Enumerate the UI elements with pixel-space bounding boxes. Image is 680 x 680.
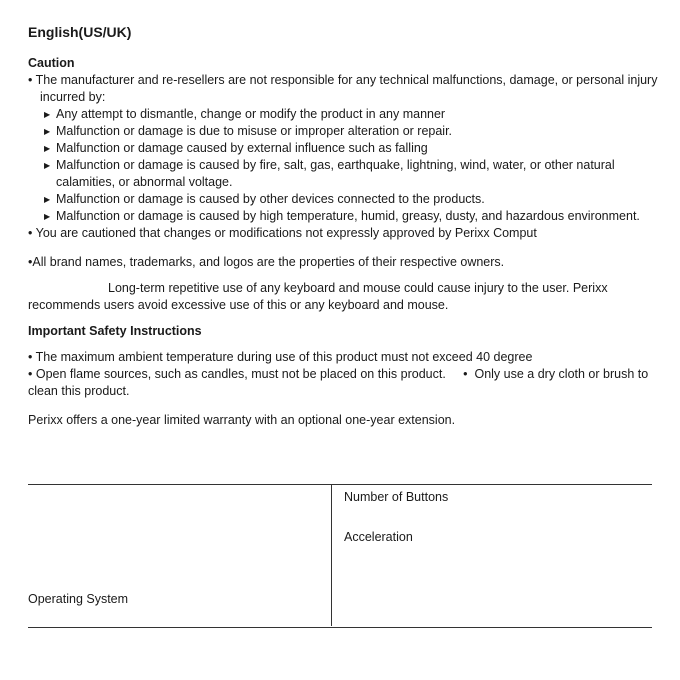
caution-item-text: Malfunction or damage is caused by fire, salt, gas, earthquake, lightning, wind, water, or other natural calamities, or abnormal voltage. bbox=[56, 158, 615, 189]
caution-title: Caution bbox=[28, 56, 75, 70]
language-heading: English(US/UK) bbox=[28, 24, 132, 40]
spec-acceleration-label: Acceleration bbox=[344, 530, 413, 544]
triangle-bullet-icon: ▶ bbox=[44, 212, 51, 221]
safety-line-temperature: • The maximum ambient temperature during use of this product must not exceed 40 degree bbox=[28, 350, 533, 364]
caution-item bbox=[44, 208, 658, 225]
caution-item-text: Malfunction or damage is caused by other devices connected to the products. bbox=[56, 192, 485, 206]
caution-intro: • The manufacturer and re-resellers are not responsible for any technical malfunctions, damage, or personal injury incurred by: bbox=[28, 73, 658, 104]
caution-item bbox=[44, 191, 658, 208]
modification-note-text: You are cautioned that changes or modifications not expressly approved by Perixx Comput bbox=[35, 226, 537, 240]
safety-line-flame: • Open flame sources, such as candles, must not be placed on this product. • Only use a dry cloth or brush to clean this product. bbox=[28, 367, 652, 398]
triangle-bullet-icon: ▶ bbox=[44, 144, 51, 153]
spec-table bbox=[28, 484, 652, 628]
caution-item-text: Malfunction or damage caused by external influence such as falling bbox=[56, 141, 428, 155]
triangle-bullet-icon: ▶ bbox=[44, 161, 51, 170]
caution-item bbox=[44, 140, 658, 157]
trademark-note: •All brand names, trademarks, and logos are the properties of their respective owners. bbox=[28, 255, 505, 269]
modification-note: • You are cautioned that changes or modifications not expressly approved by Perixx Comput bbox=[28, 226, 537, 240]
caution-item bbox=[44, 123, 658, 140]
caution-intro-text: The manufacturer and re-resellers are not responsible for any technical malfunctions, damage, or personal injury incurred by: bbox=[35, 73, 658, 104]
caution-item-text: Any attempt to dismantle, change or modify the product in any manner bbox=[56, 107, 446, 121]
safety-title: Important Safety Instructions bbox=[28, 324, 202, 338]
caution-item-text: Malfunction or damage is caused by high temperature, humid, greasy, dusty, and hazardous environment. bbox=[56, 209, 640, 223]
triangle-bullet-icon: ▶ bbox=[44, 127, 51, 136]
caution-item bbox=[44, 157, 658, 191]
manual-page bbox=[28, 24, 658, 429]
table-divider bbox=[331, 485, 332, 626]
triangle-bullet-icon: ▶ bbox=[44, 110, 51, 119]
triangle-bullet-icon: ▶ bbox=[44, 195, 51, 204]
caution-item bbox=[44, 106, 658, 123]
caution-item-text: Malfunction or damage is due to misuse or improper alteration or repair. bbox=[56, 124, 453, 138]
spec-number-of-buttons-label: Number of Buttons bbox=[344, 490, 449, 504]
caution-list bbox=[28, 106, 658, 225]
spec-operating-system-label: Operating System bbox=[28, 592, 129, 606]
warranty-note: Perixx offers a one-year limited warranty with an optional one-year extension. bbox=[28, 413, 456, 427]
repetitive-use-warning: Long-term repetitive use of any keyboard and mouse could cause injury to the user. Perixx recommends users avoid excessive use of this or any keyboard and mouse. bbox=[28, 281, 608, 312]
